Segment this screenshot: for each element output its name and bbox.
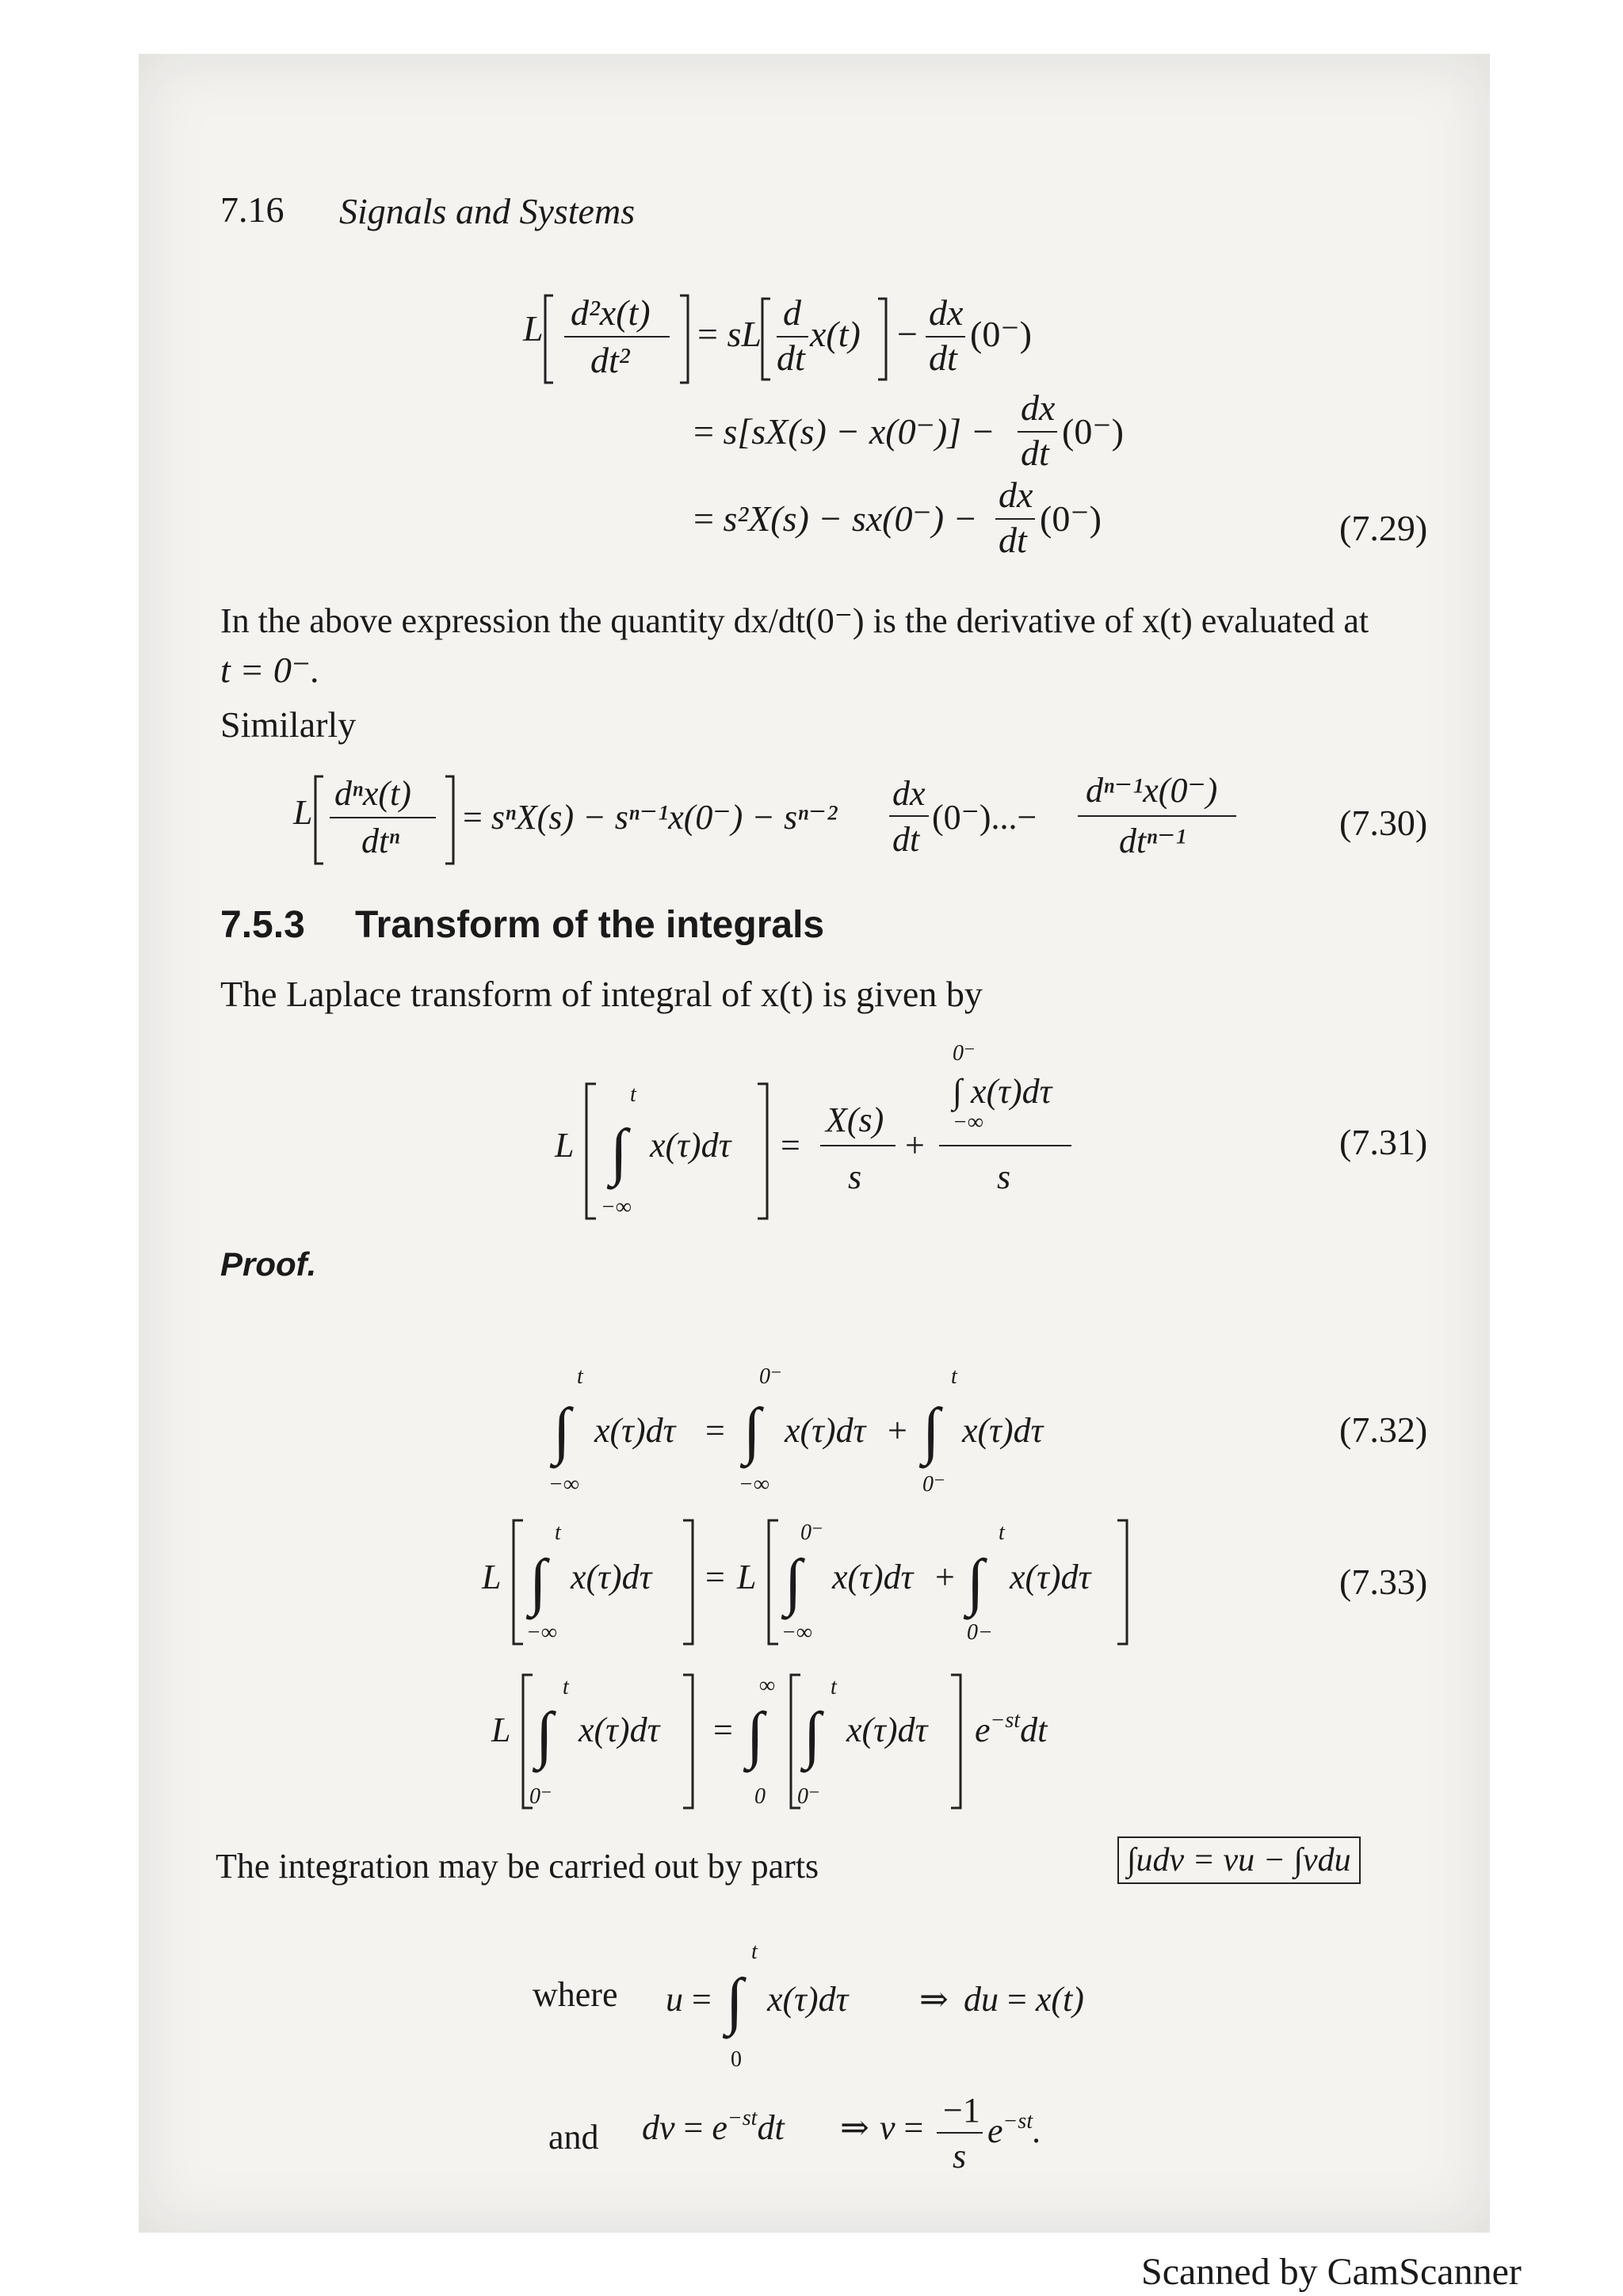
svg-text:−∞: −∞ — [601, 1195, 632, 1219]
section-title: Transform of the integrals — [355, 904, 825, 946]
svg-text:X(s): X(s) — [826, 1100, 884, 1139]
svg-text:L: L — [482, 1558, 502, 1596]
svg-text:L: L — [523, 308, 544, 349]
svg-text:dt: dt — [929, 338, 957, 378]
svg-text:t: t — [577, 1364, 583, 1389]
integration-by-parts-formula: ∫udv = vu − ∫vdu — [1117, 1836, 1361, 1884]
svg-text:0⁻: 0⁻ — [953, 1041, 976, 1066]
svg-text:−∞: −∞ — [526, 1620, 557, 1645]
svg-text:0⁻: 0⁻ — [797, 1784, 820, 1809]
svg-text:L: L — [491, 1711, 511, 1749]
svg-text:∫: ∫ — [553, 1396, 571, 1466]
svg-text:0⁻: 0⁻ — [922, 1472, 945, 1497]
svg-text:L: L — [737, 1558, 757, 1596]
svg-text:u =: u = — [666, 1980, 712, 2019]
svg-text:dv = e−stdt: dv = $e^{-st}dt$ — [642, 2106, 785, 2147]
svg-text:−: − — [897, 314, 918, 354]
svg-text:∫: ∫ — [529, 1547, 547, 1617]
svg-text:∫: ∫ — [785, 1547, 802, 1617]
equation-7-32 — [539, 1363, 1109, 1505]
svg-text:L: L — [293, 793, 313, 832]
svg-text:dx: dx — [999, 475, 1033, 515]
svg-text:du = x(t): du = x(t) — [964, 1980, 1084, 2019]
svg-text:t: t — [999, 1520, 1005, 1545]
scanner-watermark: Scanned by CamScanner — [1141, 2251, 1522, 2293]
svg-text:d²x(t): d²x(t) — [571, 292, 651, 333]
svg-text:+: + — [905, 1126, 925, 1165]
svg-text:dx: dx — [1021, 387, 1056, 428]
svg-text:+: + — [935, 1558, 955, 1596]
svg-text:x(τ)dτ: x(τ)dτ — [785, 1411, 866, 1450]
equation-7-31 — [539, 1038, 1125, 1236]
equation-number-7-31: (7.31) — [1339, 1122, 1428, 1162]
svg-text:=: = — [781, 1126, 800, 1165]
paragraph-derivative-note: In the above expression the quantity dx/dt(0⁻) is the derivative of x(t) evaluated at — [220, 601, 1369, 640]
svg-text:∫: ∫ — [747, 1700, 764, 1770]
svg-text:dtⁿ: dtⁿ — [361, 822, 400, 860]
equation-number-7-32: (7.32) — [1339, 1409, 1428, 1450]
svg-text:=: = — [705, 1411, 725, 1450]
svg-text:e−st.: $e^{-st}$. — [987, 2109, 1042, 2150]
paragraph-integral-intro: The Laplace transform of integral of x(t) is given by — [220, 974, 983, 1014]
svg-text:dt: dt — [777, 338, 805, 378]
svg-text:dt: dt — [999, 520, 1027, 560]
svg-text:= sⁿX(s) − sⁿ⁻¹x(0⁻) − sⁿ⁻²: = sⁿX(s) − sⁿ⁻¹x(0⁻) − sⁿ⁻² — [463, 798, 838, 837]
svg-text:dt: dt — [1021, 433, 1049, 473]
svg-text:x(τ)dτ: x(τ)dτ — [579, 1711, 660, 1749]
svg-text:t: t — [563, 1675, 569, 1699]
svg-text:∫: ∫ — [804, 1700, 821, 1770]
svg-text:⇒: ⇒ — [919, 1980, 949, 2019]
svg-text:x(τ)dτ: x(τ)dτ — [650, 1126, 731, 1165]
equation-laplace-of-integral — [475, 1662, 1094, 1821]
svg-text:0⁻: 0⁻ — [800, 1520, 823, 1545]
paragraph-integration-by-parts: The integration may be carried out by parts — [216, 1847, 819, 1886]
svg-text:⇒: ⇒ — [840, 2108, 869, 2147]
svg-text:dⁿ⁻¹x(0⁻): dⁿ⁻¹x(0⁻) — [1086, 771, 1218, 810]
svg-text:∫: ∫ — [967, 1547, 984, 1617]
svg-text:e−stdt: $e^{-st}dt$ — [975, 1708, 1048, 1749]
svg-text:−∞: −∞ — [739, 1472, 769, 1497]
equation-number-7-29: (7.29) — [1339, 508, 1428, 548]
equation-7-33 — [475, 1509, 1157, 1652]
svg-text:= s[sX(s) − x(0⁻)] −: = s[sX(s) − x(0⁻)] − — [693, 411, 995, 452]
svg-text:0⁻: 0⁻ — [529, 1784, 552, 1809]
svg-text:x(τ)dτ: x(τ)dτ — [594, 1411, 676, 1450]
svg-text:x(τ)dτ: x(τ)dτ — [962, 1411, 1044, 1450]
page-number: 7.16 — [220, 189, 285, 230]
book-title: Signals and Systems — [339, 191, 636, 231]
svg-text:= s²X(s) − sx(0⁻) −: = s²X(s) − sx(0⁻) − — [693, 498, 978, 539]
svg-text:∞: ∞ — [759, 1673, 775, 1698]
svg-text:∫: ∫ — [610, 1117, 628, 1187]
svg-text:(0⁻): (0⁻) — [1040, 498, 1102, 539]
svg-text:∫: ∫ — [743, 1396, 761, 1466]
svg-text:dt²: dt² — [590, 340, 630, 380]
svg-text:x(τ)dτ: x(τ)dτ — [571, 1558, 652, 1596]
svg-text:∫: ∫ — [536, 1700, 553, 1770]
svg-text:∫: ∫ — [922, 1396, 940, 1466]
where-expression — [658, 1933, 1149, 2076]
svg-text:t: t — [831, 1675, 837, 1699]
similarly-text: Similarly — [220, 704, 357, 745]
svg-text:∫: ∫ — [726, 1966, 743, 2036]
svg-text:x(τ)dτ: x(τ)dτ — [846, 1711, 928, 1749]
equation-7-30 — [285, 767, 1276, 870]
svg-text:dⁿx(t): dⁿx(t) — [334, 774, 411, 813]
equation-number-7-33: (7.33) — [1339, 1562, 1428, 1602]
svg-text:d: d — [783, 292, 801, 333]
svg-text:0⁻: 0⁻ — [759, 1364, 782, 1389]
svg-text:x(τ)dτ: x(τ)dτ — [767, 1980, 849, 2019]
svg-text:−1: −1 — [943, 2091, 980, 2130]
svg-text:(0⁻)...−: (0⁻)...− — [932, 798, 1037, 837]
svg-text:−∞: −∞ — [953, 1110, 983, 1135]
svg-text:−∞: −∞ — [548, 1472, 579, 1497]
eq-7-29-line1-lhs — [0, 0, 1, 1]
svg-text:dt: dt — [892, 820, 920, 859]
svg-text:dtⁿ⁻¹: dtⁿ⁻¹ — [1119, 822, 1186, 860]
svg-text:=: = — [705, 1558, 725, 1596]
svg-text:(0⁻): (0⁻) — [970, 314, 1032, 354]
svg-text:t: t — [630, 1082, 636, 1107]
svg-text:dx: dx — [892, 774, 926, 813]
svg-text:t: t — [751, 1939, 758, 1964]
equation-number-7-30: (7.30) — [1339, 803, 1428, 843]
and-expression — [642, 2074, 1086, 2193]
svg-text:v =: v = — [880, 2108, 924, 2147]
svg-text:s: s — [953, 2137, 967, 2176]
svg-text:x(τ)dτ: x(τ)dτ — [832, 1558, 914, 1596]
section-number: 7.5.3 — [220, 904, 305, 946]
svg-text:∫ x(τ)dτ: ∫ x(τ)dτ — [953, 1072, 1052, 1111]
svg-text:s: s — [848, 1158, 862, 1196]
svg-text:+: + — [888, 1411, 907, 1450]
and-label: and — [548, 2118, 599, 2157]
svg-text:t: t — [555, 1520, 561, 1545]
svg-text:x(t): x(t) — [810, 314, 861, 354]
svg-text:L: L — [555, 1126, 575, 1165]
where-label: where — [533, 1975, 618, 2014]
svg-text:0: 0 — [731, 2047, 742, 2072]
equation-7-29 — [491, 281, 1141, 582]
svg-text:0: 0 — [754, 1784, 766, 1809]
svg-text:(0⁻): (0⁻) — [1062, 411, 1124, 452]
proof-label: Proof. — [220, 1245, 317, 1283]
svg-text:−∞: −∞ — [781, 1620, 812, 1645]
svg-text:= sL: = sL — [697, 314, 762, 354]
svg-text:=: = — [713, 1711, 733, 1749]
svg-text:x(τ)dτ: x(τ)dτ — [1010, 1558, 1091, 1596]
svg-text:0−: 0− — [967, 1620, 993, 1645]
svg-text:dx: dx — [929, 292, 964, 333]
svg-text:t: t — [951, 1364, 957, 1389]
paragraph-derivative-note-cont: t = 0⁻. — [220, 650, 320, 690]
svg-text:s: s — [997, 1158, 1011, 1196]
